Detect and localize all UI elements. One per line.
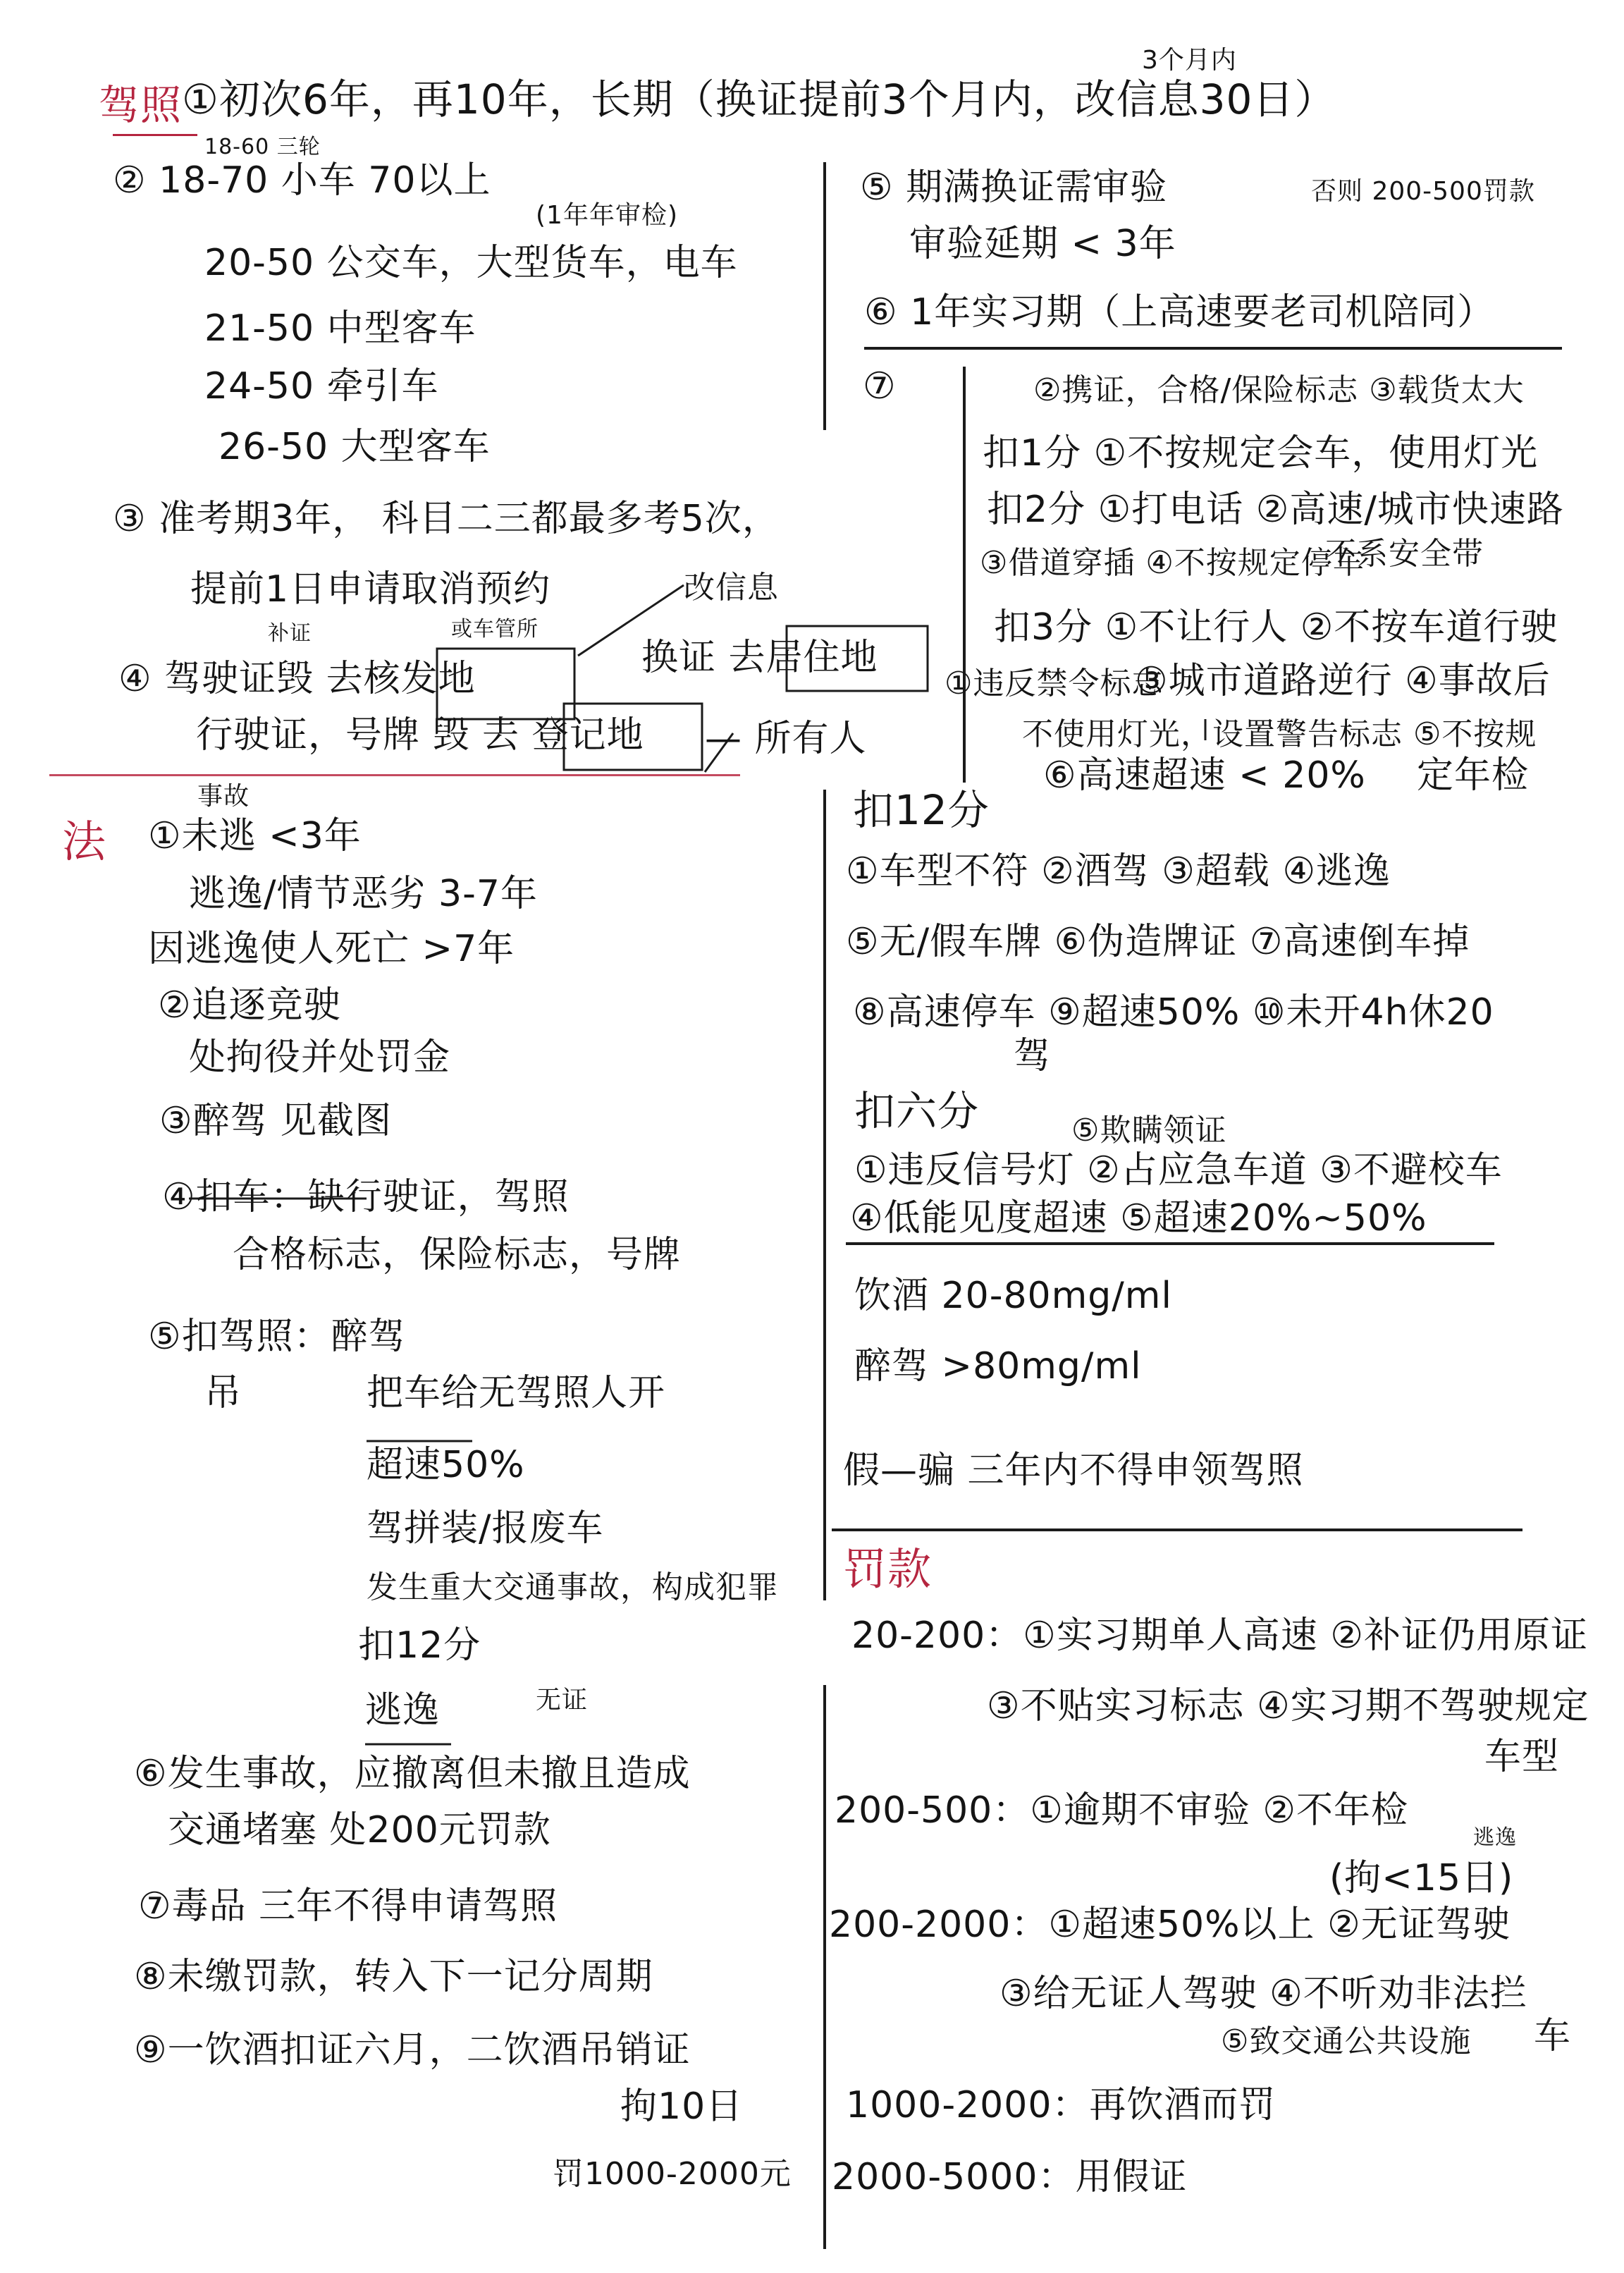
change-info-note: 改信息	[684, 570, 779, 606]
deduct-2-points-b: ③借道穿插 ④不按规定停车	[980, 545, 1365, 581]
carry-documents: ②携证，合格/保险标志 ③载货太大	[1033, 372, 1525, 408]
owner-note: — 所有人	[705, 718, 867, 760]
license-replace: 换证 去居住地	[641, 637, 878, 679]
revoke-note: 吊	[204, 1372, 242, 1414]
drunk-driving: 醉驾 >80mg/ml	[854, 1345, 1142, 1387]
license-damaged: ④ 驾驶证毁 去核发地	[118, 658, 476, 700]
deduct-3-points-b: ③城市道路逆行 ④事故后	[1135, 660, 1551, 702]
fine-20-200-b: ③不贴实习标志 ④实习期不驾驶规定	[987, 1685, 1589, 1727]
vehicle-office-note: 或车管所	[451, 617, 539, 642]
deduct-6-line1: ①违反信号灯 ②占应急车道 ③不避校车	[854, 1149, 1503, 1191]
age-medium-bus: 21-50 中型客车	[204, 307, 476, 350]
annual-inspection: 定年检	[1417, 754, 1530, 797]
deduct-12-line3: ⑧高速停车 ⑨超速50% ⑩未开4h休20	[853, 991, 1494, 1034]
probation-year: ⑥ 1年实习期（上高速要老司机陪同）	[864, 291, 1495, 333]
prohibition-sign: ①违反禁令标志	[945, 666, 1164, 701]
note-18-60: 18-60 三轮	[204, 135, 321, 159]
fine-2000-5000: 2000-5000：用假证	[832, 2156, 1188, 2198]
age-large-bus: 26-50 大型客车	[219, 426, 491, 468]
note-three-months: 3个月内	[1142, 46, 1237, 75]
law-item9: ⑨一饮酒扣证六月，二饮酒吊销证	[134, 2029, 691, 2071]
deduct-12-line2: ⑤无/假车牌 ⑥伪造牌证 ⑦高速倒车掉	[846, 921, 1470, 963]
accident-note: 事故	[197, 782, 250, 811]
law-item9b: 拘10日	[620, 2085, 744, 2128]
law-item1c: 因逃逸使人死亡 >7年	[148, 928, 515, 970]
age-small-car: ② 18-70 小车 70以上	[113, 159, 491, 202]
law-item9c: 罚1000-2000元	[553, 2156, 792, 2192]
deduct-3-points: 扣3分 ①不让行人 ②不按车道行驶	[994, 606, 1558, 649]
law-item3: ③醉驾 见截图	[159, 1100, 393, 1142]
fine-20-200: 20-200：①实习期单人高速 ②补证仍用原证	[851, 1615, 1588, 1657]
no-seatbelt: 不系安全带	[1325, 536, 1484, 572]
law-item5: ⑤扣驾照：醉驾	[148, 1316, 406, 1358]
law-item1: ①未逃 <3年	[148, 815, 362, 857]
deduct-3-points-d: ⑥高速超速 < 20%	[1043, 754, 1366, 797]
fine-1000-2000: 1000-2000：再饮酒而罚	[846, 2084, 1277, 2126]
law-item5-a: 把车给无驾照人开	[367, 1372, 666, 1414]
deduct-2-points: 扣2分 ①打电话 ②高速/城市快速路	[987, 489, 1564, 531]
law-item5-d: 发生重大交通事故，构成犯罪	[367, 1569, 779, 1605]
law-item5-b: 超速50%	[367, 1444, 525, 1486]
law-item2b: 处拘役并处罚金	[189, 1036, 451, 1079]
drink-driving: 饮酒 20-80mg/ml	[854, 1275, 1172, 1317]
age-bus: 20-50 公交车，大型货车，电车	[204, 242, 738, 284]
deduct-1-point: 扣1分 ①不按规定会车，使用灯光	[983, 432, 1539, 474]
fine-20-200-c: 车型	[1484, 1736, 1560, 1778]
law-item4b: 合格标志，保险标志，号牌	[233, 1234, 682, 1276]
deduct-12-line1: ①车型不符 ②酒驾 ③超载 ④逃逸	[846, 850, 1391, 893]
license-validity-line: ①初次6年，再10年，长期（换证提前3个月内，改信息30日）	[182, 75, 1336, 123]
fine-200-2000-side: 车	[1534, 2015, 1572, 2057]
deduct-12-note: 驾	[1014, 1035, 1052, 1077]
deduct-12-heading: 扣12分	[853, 786, 990, 834]
law-item4: ④扣车：缺行驶证，驾照	[162, 1176, 570, 1218]
law-item6: ⑥发生事故，应撤离但未撤且造成	[134, 1753, 691, 1795]
fine-escape-note: 逃逸	[1473, 1825, 1517, 1850]
law-item8: ⑧未缴罚款，转入下一记分周期	[134, 1956, 653, 1998]
deduct-6-heading: 扣六分	[854, 1087, 980, 1135]
deduct-6-note: ⑤欺瞒领证	[1071, 1113, 1227, 1148]
renewal-fine: 否则 200-500罚款	[1311, 177, 1535, 206]
deduct-3-points-c: 不使用灯光，设置警告标志 ⑤不按规	[1022, 716, 1537, 752]
no-license-note: 无证	[536, 1686, 589, 1715]
check-delay: 审验延期 < 3年	[909, 223, 1176, 265]
renewal-check: ⑤ 期满换证需审验	[860, 166, 1168, 209]
fine-200-2000: 200-2000：①超速50%以上 ②无证驾驶	[829, 1904, 1511, 1946]
fine-200-2000-c: ⑤致交通公共设施	[1221, 2023, 1472, 2059]
deduct-6-line2: ④低能见度超速 ⑤超速20%~50%	[850, 1197, 1427, 1239]
age-small-note: (1年年审检)	[536, 201, 678, 230]
license-heading: 驾照	[99, 81, 183, 129]
fine-detention: (拘<15日)	[1329, 1857, 1514, 1899]
law-item5-e: 扣12分	[358, 1624, 481, 1667]
fake-license-rule: 假—骗 三年内不得申领驾照	[843, 1450, 1304, 1492]
fines-heading: 罚款	[843, 1543, 933, 1595]
reissue-note: 补证	[268, 621, 312, 646]
item7-number: ⑦	[863, 365, 897, 408]
law-item5-c: 驾拼装/报废车	[367, 1507, 604, 1550]
exam-booking: 提前1日申请取消预约	[190, 568, 551, 611]
law-item5-f: 逃逸	[365, 1689, 441, 1732]
age-tractor: 24-50 牵引车	[204, 365, 439, 408]
fine-200-2000-b: ③给无证人驾驶 ④不听劝非法拦	[999, 1973, 1527, 2015]
law-item7: ⑦毒品 三年不得申请驾照	[138, 1885, 558, 1928]
exam-validity: ③ 准考期3年， 科目二三都最多考5次，	[113, 498, 780, 540]
registration-damaged: 行驶证，号牌 毁 去 登记地	[196, 714, 644, 756]
law-item6b: 交通堵塞 处200元罚款	[168, 1809, 551, 1851]
fine-200-500: 200-500：①逾期不审验 ②不年检	[835, 1789, 1409, 1832]
law-item2: ②追逐竞驶	[158, 984, 341, 1027]
law-heading: 法	[62, 816, 107, 867]
law-item1b: 逃逸/情节恶劣 3-7年	[189, 873, 538, 915]
